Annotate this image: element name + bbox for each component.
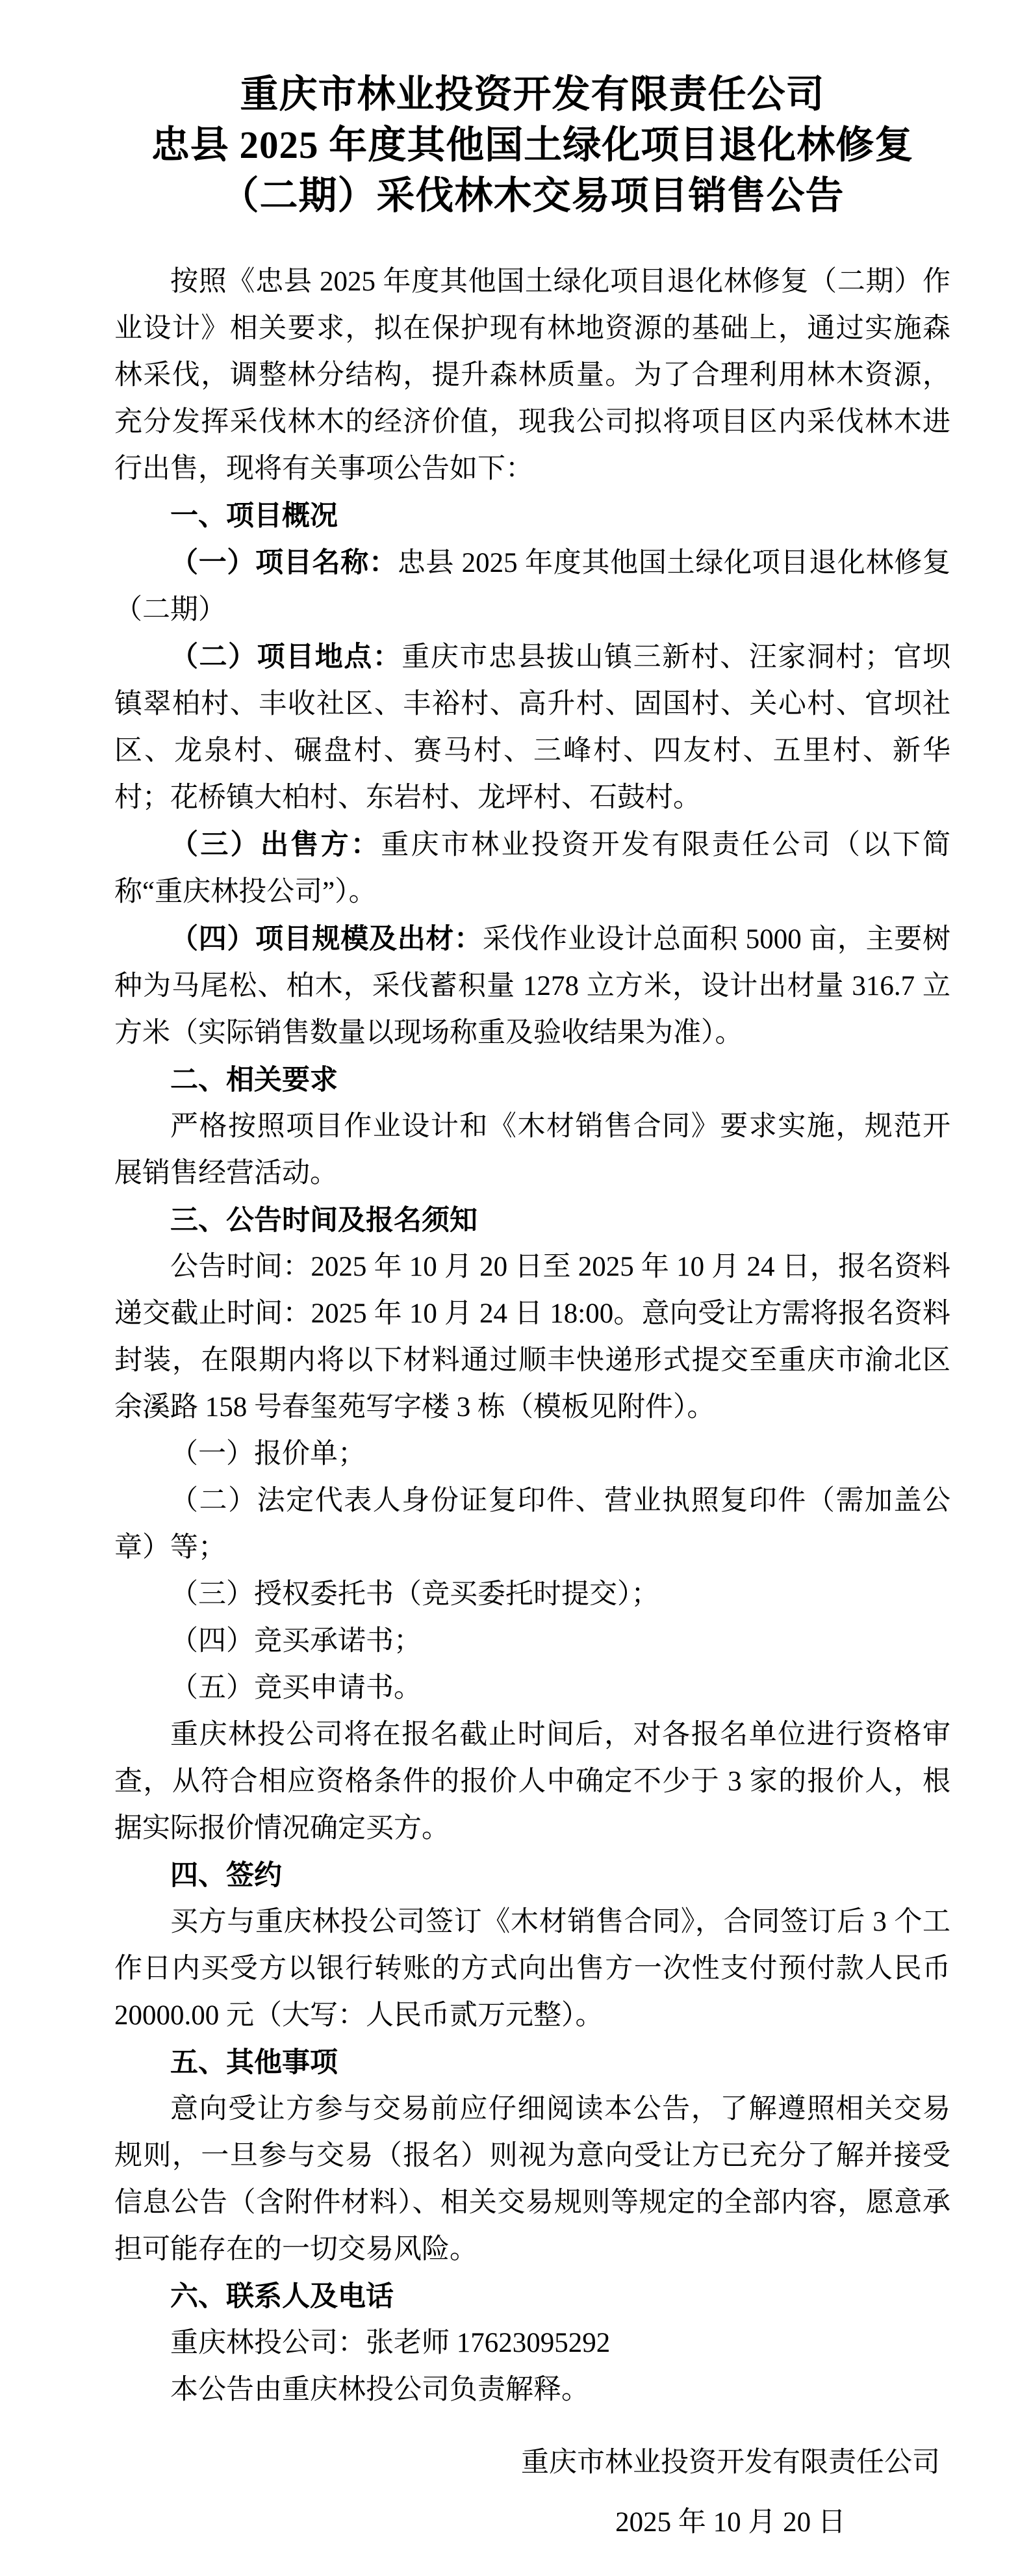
- item-project-name-text: 忠县 2025 年度其他国土绿化项目退化林修复（二期）: [114, 548, 951, 625]
- item-seller: [114, 821, 950, 916]
- signature-block: [521, 2433, 940, 2553]
- item-project-scale-label: （四）项目规模及出材：: [170, 923, 483, 955]
- qualification-review-paragraph: 重庆林投公司将在报名截止时间后，对各报名单位进行资格审查，从符合相应资格条件的报价人中确定不少于 3 家的报价人，根据实际报价情况确定买方。: [114, 1719, 950, 1844]
- announcement-title-line-3: （二期）采伐林木交易项目销售公告: [220, 174, 845, 217]
- other-matters-paragraph: 意向受让方参与交易前应仔细阅读本公告，了解遵照相关交易规则，一旦参与交易（报名）则视为意向受让方已充分了解并接受信息公告（含附件材料）、相关交易规则等规定的全部内容，愿意承担可能存在的一切交易风险。: [114, 2094, 950, 2265]
- contact-paragraph: 重庆林投公司：张老师 17623095292: [170, 2328, 611, 2358]
- item-seller-text: 重庆市林业投资开发有限责任公司（以下简称“重庆林投公司”）。: [114, 830, 951, 907]
- item-project-location: [114, 634, 950, 821]
- interpretation-paragraph: 本公告由重庆林投公司负责解释。: [170, 2375, 589, 2405]
- section-heading-schedule-registration: 三、公告时间及报名须知: [170, 1205, 477, 1236]
- announcement-title: [114, 69, 950, 221]
- announcement-title-line-1: 重庆市林业投资开发有限责任公司: [240, 73, 825, 116]
- item-project-scale: [114, 916, 950, 1057]
- list-item-quotation-sheet: （一）报价单；: [170, 1439, 366, 1469]
- item-project-location-label: （二）项目地点：: [170, 641, 402, 673]
- signature-company: 重庆市林业投资开发有限责任公司: [521, 2447, 940, 2478]
- announcement-title-line-2: 忠县 2025 年度其他国土绿化项目退化林修复: [151, 123, 914, 166]
- section-heading-project-overview: 一、项目概况: [170, 500, 338, 532]
- list-item-id-and-license-copies: （二）法定代表人身份证复印件、营业执照复印件（需加盖公章）等；: [114, 1486, 950, 1563]
- section-heading-requirements: 二、相关要求: [170, 1064, 338, 1096]
- list-item-bid-application: （五）竞买申请书。: [170, 1673, 422, 1703]
- section-heading-other-matters: 五、其他事项: [170, 2047, 338, 2078]
- requirements-paragraph: 严格按照项目作业设计和《木材销售合同》要求实施，规范开展销售经营活动。: [114, 1111, 950, 1189]
- item-project-name-label: （一）项目名称：: [170, 547, 398, 578]
- section-heading-contract-signing: 四、签约: [170, 1860, 282, 1891]
- intro-paragraph: 按照《忠县 2025 年度其他国土绿化项目退化林修复（二期）作业设计》相关要求，拟在保护现有林地资源的基础上，通过实施森林采伐，调整林分结构，提升森林质量。为了合理利用林木资源，充分发挥采伐林木的经济价值，现我公司拟将项目区内采伐林木进行出售，现将有关事项公告如下：: [114, 266, 950, 484]
- signature-date: 2025 年 10 月 20 日: [615, 2507, 846, 2538]
- section-heading-contact: 六、联系人及电话: [170, 2281, 394, 2312]
- item-project-scale-text: 采伐作业设计总面积 5000 亩，主要树种为马尾松、柏木，采伐蓄积量 1278 立方米，设计出材量 316.7 立方米（实际销售数量以现场称重及验收结果为准）。: [114, 924, 951, 1048]
- item-project-name: [114, 539, 950, 634]
- schedule-paragraph: 公告时间：2025 年 10 月 20 日至 2025 年 10 月 24 日，报名资料递交截止时间：2025 年 10 月 24 日 18:00。意向受让方需将报名资料封装，在限期内将以下材料通过顺丰快递形式提交至重庆市渝北区余溪路 158 号春玺苑写字楼 3 栋（模板见附件）。: [114, 1252, 950, 1423]
- contract-signing-paragraph: 买方与重庆林投公司签订《木材销售合同》，合同签订后 3 个工作日内买受方以银行转账的方式向出售方一次性支付预付款人民币 20000.00 元（大写：人民币贰万元整）。: [114, 1907, 950, 2031]
- list-item-bid-commitment-letter: （四）竞买承诺书；: [170, 1626, 422, 1656]
- announcement-body: [114, 259, 950, 2553]
- item-seller-label: （三）出售方：: [170, 829, 381, 860]
- item-project-location-text: 重庆市忠县拔山镇三新村、汪家洞村；官坝镇翠柏村、丰收社区、丰裕村、高升村、固国村、关心村、官坝社区、龙泉村、碾盘村、赛马村、三峰村、四友村、五里村、新华村；花桥镇大柏村、东岩村、龙坪村、石鼓村。: [114, 642, 951, 813]
- list-item-power-of-attorney: （三）授权委托书（竞买委托时提交）；: [170, 1579, 659, 1610]
